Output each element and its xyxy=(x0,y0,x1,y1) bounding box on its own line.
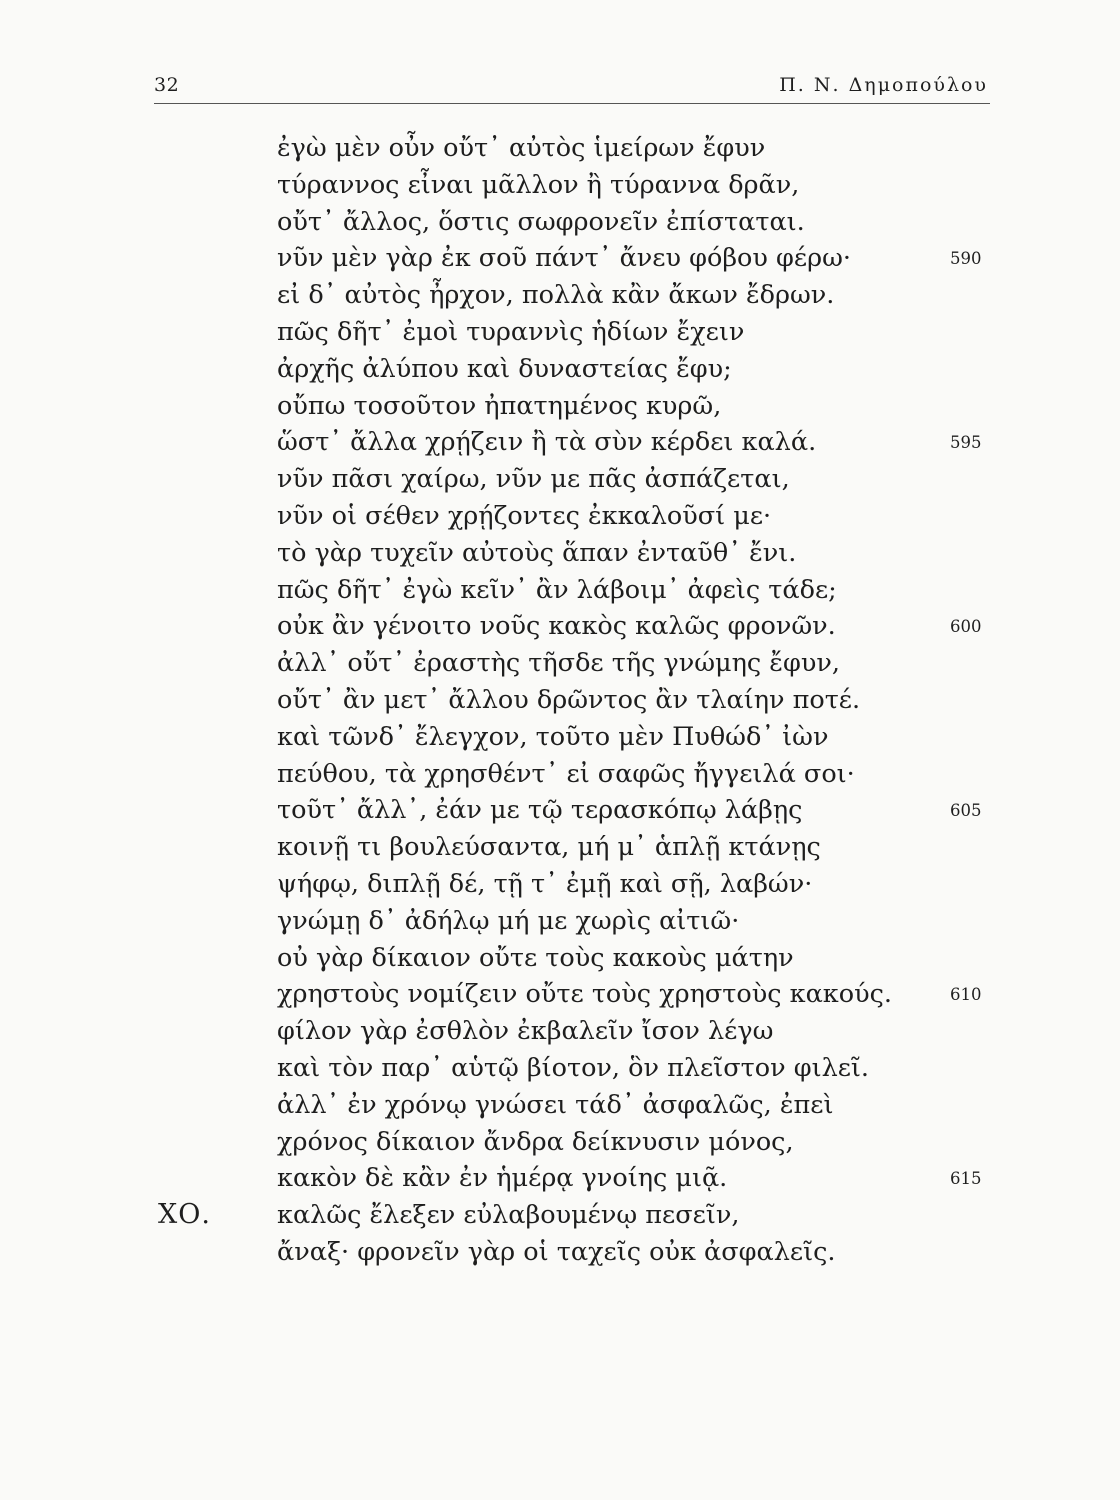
verse-line xyxy=(0,1050,1120,1087)
verse-text: κοινῇ τι βουλεύσαντα, μή μ᾽ ἁπλῇ κτάνῃς xyxy=(277,832,821,863)
line-number: 615 xyxy=(950,1169,982,1189)
verse-line xyxy=(0,719,1120,756)
verse-text: ψήφῳ, διπλῇ δέ, τῇ τ᾽ ἐμῇ καὶ σῇ, λαβών· xyxy=(277,868,813,899)
page-number: 32 xyxy=(154,74,180,96)
page-header xyxy=(154,70,988,104)
verse-text: ἄναξ· φρονεῖν γὰρ οἱ ταχεῖς οὐκ ἀσφαλεῖς. xyxy=(277,1236,836,1267)
verse-text: χρηστοὺς νομίζειν οὔτε τοὺς χρηστοὺς κακούς. xyxy=(277,979,892,1010)
verse-line xyxy=(0,498,1120,535)
line-number: 600 xyxy=(950,617,982,637)
verse-line xyxy=(0,351,1120,388)
verse-text: οὐκ ἂν γένοιτο νοῦς κακὸς καλῶς φρονῶν. xyxy=(277,611,836,642)
verse-text: οὔπω τοσοῦτον ἠπατημένος κυρῶ, xyxy=(277,390,722,421)
verse-line xyxy=(0,167,1120,204)
verse-block xyxy=(0,130,1120,1271)
running-head: Π. Ν. Δημοπούλου xyxy=(779,74,988,96)
header-rule xyxy=(154,103,990,104)
verse-text: καλῶς ἔλεξεν εὐλαβουμένῳ πεσεῖν, xyxy=(277,1200,740,1231)
verse-text: οὔτ᾽ ἄλλος, ὅστις σωφρονεῖν ἐπίσταται. xyxy=(277,206,805,237)
verse-line xyxy=(0,240,1120,277)
verse-line xyxy=(0,940,1120,977)
verse-text: κακὸν δὲ κἂν ἐν ἡμέρᾳ γνοίης μιᾷ. xyxy=(277,1163,728,1194)
verse-line xyxy=(0,1087,1120,1124)
verse-text: καὶ τὸν παρ᾽ αὑτῷ βίοτον, ὃν πλεῖστον φιλεῖ. xyxy=(277,1052,870,1083)
verse-text: καὶ τῶνδ᾽ ἔλεγχον, τοῦτο μὲν Πυθώδ᾽ ἰὼν xyxy=(277,721,829,752)
verse-text: γνώμῃ δ᾽ ἀδήλῳ μή με χωρὶς αἰτιῶ· xyxy=(277,905,740,936)
verse-text: τοῦτ᾽ ἄλλ᾽, ἐάν με τῷ τερασκόπῳ λάβῃς xyxy=(277,795,803,826)
verse-text: εἰ δ᾽ αὐτὸς ἦρχον, πολλὰ κἂν ἄκων ἔδρων. xyxy=(277,280,835,311)
verse-line xyxy=(0,608,1120,645)
verse-line xyxy=(0,866,1120,903)
verse-line xyxy=(0,277,1120,314)
verse-text: οὔτ᾽ ἂν μετ᾽ ἄλλου δρῶντος ἂν τλαίην ποτέ. xyxy=(277,684,861,715)
verse-line xyxy=(0,645,1120,682)
verse-line xyxy=(0,1124,1120,1161)
verse-text: ἀλλ᾽ ἐν χρόνῳ γνώσει τάδ᾽ ἀσφαλῶς, ἐπεὶ xyxy=(277,1089,834,1120)
verse-line xyxy=(0,424,1120,461)
line-number: 595 xyxy=(950,433,982,453)
verse-text: πῶς δῆτ᾽ ἐμοὶ τυραννὶς ἡδίων ἔχειν xyxy=(277,316,745,347)
verse-line xyxy=(0,314,1120,351)
verse-line xyxy=(0,1160,1120,1197)
verse-line xyxy=(0,1234,1120,1271)
verse-text: χρόνος δίκαιον ἄνδρα δείκνυσιν μόνος, xyxy=(277,1126,794,1157)
verse-line xyxy=(0,572,1120,609)
verse-line xyxy=(0,1013,1120,1050)
verse-text: τύραννος εἶναι μᾶλλον ἢ τύραννα δρᾶν, xyxy=(277,169,800,200)
verse-text: ἀρχῆς ἀλύπου καὶ δυναστείας ἔφυ; xyxy=(277,353,732,384)
speaker-label: ΧΟ. xyxy=(158,1199,211,1231)
verse-line xyxy=(0,388,1120,425)
verse-text: ἐγὼ μὲν οὖν οὔτ᾽ αὐτὸς ἱμείρων ἔφυν xyxy=(277,133,766,163)
verse-text: πεύθου, τὰ χρησθέντ᾽ εἰ σαφῶς ἤγγειλά σοι· xyxy=(277,758,855,789)
verse-line xyxy=(0,792,1120,829)
verse-text: οὐ γὰρ δίκαιον οὔτε τοὺς κακοὺς μάτην xyxy=(277,942,794,973)
verse-line xyxy=(0,130,1120,167)
verse-text: ἀλλ᾽ οὔτ᾽ ἐραστὴς τῆσδε τῆς γνώμης ἔφυν, xyxy=(277,648,840,679)
verse-line xyxy=(0,461,1120,498)
verse-line xyxy=(0,903,1120,940)
line-number: 610 xyxy=(950,985,982,1005)
verse-line xyxy=(0,756,1120,793)
verse-line xyxy=(0,535,1120,572)
verse-line xyxy=(0,204,1120,241)
verse-text: πῶς δῆτ᾽ ἐγὼ κεῖν᾽ ἂν λάβοιμ᾽ ἀφεὶς τάδε; xyxy=(277,574,837,605)
verse-line xyxy=(0,682,1120,719)
verse-line xyxy=(0,1197,1120,1234)
line-number: 605 xyxy=(950,801,982,821)
line-number: 590 xyxy=(950,249,982,269)
verse-text: νῦν οἱ σέθεν χρῄζοντες ἐκκαλοῦσί με· xyxy=(277,500,772,531)
verse-line xyxy=(0,829,1120,866)
verse-text: τὸ γὰρ τυχεῖν αὐτοὺς ἅπαν ἐνταῦθ᾽ ἔνι. xyxy=(277,537,797,568)
verse-line xyxy=(0,976,1120,1013)
verse-text: νῦν πᾶσι χαίρω, νῦν με πᾶς ἀσπάζεται, xyxy=(277,464,790,495)
verse-text: ὥστ᾽ ἄλλα χρῄζειν ἢ τὰ σὺν κέρδει καλά. xyxy=(277,427,817,458)
verse-text: φίλον γὰρ ἐσθλὸν ἐκβαλεῖν ἴσον λέγω xyxy=(277,1016,774,1047)
verse-text: νῦν μὲν γὰρ ἐκ σοῦ πάντ᾽ ἄνευ φόβου φέρω· xyxy=(277,243,851,274)
